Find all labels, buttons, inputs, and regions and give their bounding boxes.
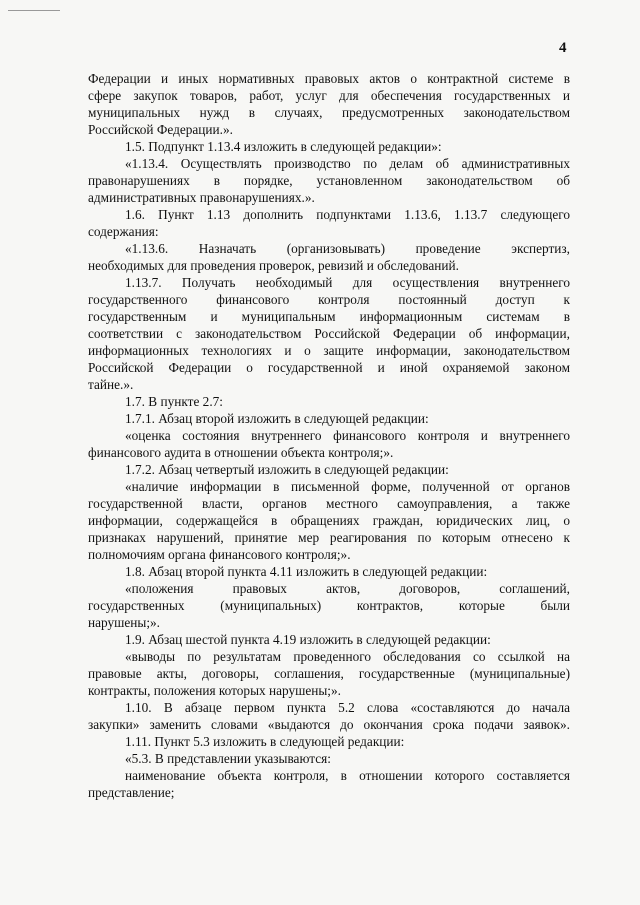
text-line: 1.9. Абзац шестой пункта 4.19 изложить в следующей редакции: xyxy=(125,632,491,647)
text-line: сфере закупок товаров, работ, услуг для обеспечения государственных и xyxy=(88,88,570,103)
text-line: 1.8. Абзац второй пункта 4.11 изложить в следующей редакции: xyxy=(125,564,488,579)
page-number: 4 xyxy=(559,40,567,56)
text-line: «выводы по результатам проведенного обследования со ссылкой на xyxy=(125,649,570,664)
text-line: «наличие информации в письменной форме, полученной от органов xyxy=(125,479,570,494)
text-line: содержания: xyxy=(88,224,159,239)
text-line: 1.5. Подпункт 1.13.4 изложить в следующей редакции»: xyxy=(125,139,442,154)
text-line: необходимых для проведения проверок, ревизий и обследований. xyxy=(88,258,459,273)
text-line: административных правонарушениях.». xyxy=(88,190,315,205)
text-line: правонарушениях в порядке, установленном законодательством об xyxy=(88,173,570,188)
text-line: финансового аудита в отношении объекта контроля;». xyxy=(88,445,394,460)
text-line: Российской Федерации о государственной и иной охраняемой законом xyxy=(88,360,570,375)
text-line: «положения правовых актов, договоров, соглашений, xyxy=(125,581,570,596)
text-line: Российской Федерации.». xyxy=(88,122,233,137)
text-line: 1.7. В пункте 2.7: xyxy=(125,394,223,409)
text-line: тайне.». xyxy=(88,377,134,392)
text-line: нарушены;». xyxy=(88,615,160,630)
text-line: представление; xyxy=(88,785,175,800)
text-line: 1.13.7. Получать необходимый для осуществления внутреннего xyxy=(125,275,570,290)
text-line: «оценка состояния внутреннего финансового контроля и внутреннего xyxy=(125,428,570,443)
scan-artifact-line xyxy=(8,10,60,11)
text-line: государственных (муниципальных) контрактов, которые были xyxy=(88,598,570,613)
text-line: «1.13.6. Назначать (организовывать) проведение экспертиз, xyxy=(125,241,570,256)
text-line: информации, содержащейся в обращениях граждан, юридических лиц, о xyxy=(88,513,570,528)
text-line: полномочиям органа финансового контроля;». xyxy=(88,547,351,562)
text-line: контракты, положения которых нарушены;». xyxy=(88,683,341,698)
text-line: 1.7.1. Абзац второй изложить в следующей редакции: xyxy=(125,411,429,426)
text-line: 1.6. Пункт 1.13 дополнить подпунктами 1.13.6, 1.13.7 следующего xyxy=(125,207,570,222)
text-line: 1.11. Пункт 5.3 изложить в следующей редакции: xyxy=(125,734,405,749)
text-line: правовые акты, договоры, соглашения, государственные (муниципальные) xyxy=(88,666,570,681)
text-line: государственного финансового контроля постоянный доступ к xyxy=(88,292,570,307)
text-line: Федерации и иных нормативных правовых актов о контрактной системе в xyxy=(88,71,570,86)
text-line: признаках нарушений, принятие мер реагирования по которым отнесено к xyxy=(88,530,570,545)
text-line: информационных технологиях и о защите информации, законодательством xyxy=(88,343,570,358)
text-line: муниципальных нужд в случаях, предусмотренных законодательством xyxy=(88,105,570,120)
text-line: наименование объекта контроля, в отношении которого составляется xyxy=(125,768,570,783)
text-line: государственной власти, органов местного самоуправления, а также xyxy=(88,496,570,511)
text-line: государственным и муниципальным информационным системам в xyxy=(88,309,570,324)
text-line: 1.7.2. Абзац четвертый изложить в следующей редакции: xyxy=(125,462,449,477)
text-line: закупки» заменить словами «выдаются до окончания срока подачи заявок». xyxy=(88,717,570,732)
text-line: 1.10. В абзаце первом пункта 5.2 слова «составляются до начала xyxy=(125,700,570,715)
text-line: «1.13.4. Осуществлять производство по делам об административных xyxy=(125,156,570,171)
text-line: соответствии с законодательством Российской Федерации об информации, xyxy=(88,326,570,341)
document-body xyxy=(88,70,570,801)
text-line: «5.3. В представлении указываются: xyxy=(125,751,331,766)
